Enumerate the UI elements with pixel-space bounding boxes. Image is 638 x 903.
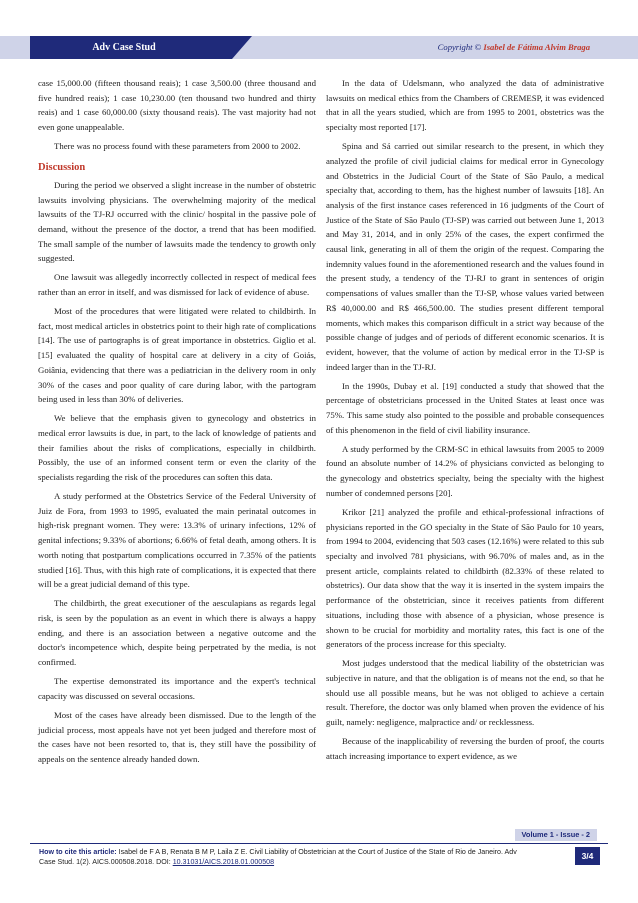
page-number: 3/4 — [575, 847, 600, 865]
paragraph: The childbirth, the great executioner of the aesculapians as regards legal risk, is seen by the population as an event in which there is always a happy ending, and there is an association between a negative outcome and the doctor's incompetence which, despite being perpetrated by the media, is not confirmed. — [38, 598, 316, 668]
footer-divider — [30, 843, 608, 844]
paragraph: The expertise demonstrated its importance and the expert's technical capacity was discussed on several occasions. — [38, 676, 316, 701]
left-column — [38, 76, 316, 771]
paragraph: Because of the inapplicability of reversing the burden of proof, the courts attach increasing importance to expert evidence, as we — [326, 736, 604, 761]
citation — [39, 847, 521, 867]
paragraph: There was no process found with these parameters from 2000 to 2002. — [54, 141, 301, 152]
paragraph: In the data of Udelsmann, who analyzed the data of administrative lawsuits on medical ethics from the Chambers of CREMESP, it was evidenced that in all the years studied, which are from 1995 to 2001, obstetrics was the specialty most reported [17]. — [326, 78, 604, 133]
paragraph: Most of the procedures that were litigated were related to childbirth. In fact, most medical articles in obstetrics point to their high rate of complications [14]. The use of partographs is of great importance in obstetrics. Giglio et al. [15] evaluated the quality of hospital care at delivery in a city of Goiás, Goiânia, evidencing that there was a pediatrician in the delivery room in only 30% of the cases and poor quality of care during labor, with the partogram being used in less than 30% of deliveries. — [38, 306, 316, 405]
copyright-author: Isabel de Fátima Alvim Braga — [483, 42, 590, 52]
citation-text: Isabel de F A B, Renata B M P, Laila Z E. Civil Liability of Obstetrician at the Court of Justice of the State of Rio de Janeiro. Adv Case Stud. 1(2). AICS.000508.2018. DOI: — [39, 848, 517, 867]
section-heading: Discussion — [38, 161, 86, 173]
paragraph: case 15,000.00 (fifteen thousand reais); 1 case 3,500.00 (three thousand and five hundred reais); 1 case 10,230.00 (ten thousand two hundred and thirty reais) and 1 case 60,000.00 (sixty thousand reais). The vast majority had not even gone unappealable. — [38, 78, 316, 133]
copyright-line — [438, 36, 590, 59]
doi-link[interactable]: 10.31031/AICS.2018.01.000508 — [172, 858, 275, 867]
paragraph: One lawsuit was allegedly incorrectly collected in respect of medical fees rather than an error in itself, and was dismissed for lack of evidence of abuse. — [38, 272, 316, 298]
paragraph: Spina and Sá carried out similar research to the present, in which they analyzed the profile of civil judicial claims for medical error in Gynecology and Obstetrics in the Judicial Court of the State of São Paulo, a medical specialty that, according to them, has the highest number of lawsuits [18]. An analysis of the first instance cases referenced in 16 judgments of the Court of Justice of the State of São Paulo (TJ-SP) was carried out between June 1, 2013 and May 31, 2014, and in only 25% of the cases, the expert confirmed the causal link, generating in all of them the origin of the request. Comparing the indemnity values found in the aforementioned research and the values found in the present study, a tendency of the TJ-RJ to grant in sentences of origin compensations of values smaller than the TJ-SP, whose values varied between R$ 40,000.00 and R$ 466,500.00. The studies present different temporal moments, which makes this comparison difficult in a strict way because of the possible change of judges and of periods of different economic scenarios. It is evident, however, that the volume of action by medical error in the TJ-SP is indeed larger than in the TJ-RJ. — [326, 141, 604, 372]
right-column — [326, 76, 604, 768]
copyright-prefix: Copyright © — [437, 42, 484, 52]
paragraph: During the period we observed a slight increase in the number of obstetric lawsuits involving physicians. The overwhelming majority of the medical lawsuits of the TJ-RJ occurred with the clinic/ hospital in the passive pole of demand, without the presence of the doctor, a trend that has been modified. The small sample of the number of lawsuits made the tendency to growth only suggested. — [38, 179, 316, 264]
paragraph: Krikor [21] analyzed the profile and ethical-professional infractions of physicians reported in the GO specialty in the State of São Paulo for 10 years, from 1994 to 2004, evidencing that 503 cases (12.16%) were related to this sub specialty and involved 781 physicians, with 96.70% of males and, as in the present article, complaints related to childbirth (82.33% of these related to obstetrics). Our data show that the way it is inserted in the system impairs the performance of the obstetrician, since it receives patients from different situations, including those with absence of a physician, whose presence is shown to be crucial for morbidity and mortality rates, this fact is one of the generators of the process increase for this specialty. — [326, 506, 604, 650]
paragraph: We believe that the emphasis given to gynecology and obstetrics in medical error lawsuits is due, in part, to the lack of knowledge of patients and their families about the risks of complications, especially in childbirth. Possibly, the use of an informed consent term or even the clarity of the specialists regarding the risk of the procedures can soften this data. — [38, 413, 316, 483]
paragraph: Most of the cases have already been dismissed. Due to the length of the judicial process, most appeals have not yet been judged and therefore most of the cases have not been resorted to, that is, they still have the possibility of appeals on the sentence already handed down. — [38, 709, 316, 764]
paragraph: In the 1990s, Dubay et al. [19] conducted a study that showed that the percentage of obstetricians processed in the United States at least once was 75%. This same study also pointed to the possible and probable consequences of this phenomenon in the field of civil liability insurance. — [326, 380, 604, 435]
citation-lead: How to cite this article: — [39, 848, 117, 856]
paragraph: A study performed at the Obstetrics Service of the Federal University of Juiz de Fora, from 1993 to 1995, evaluated the main perinatal outcomes in high-risk pregnant women. They were: 13.3% of urinary infections, 12% of genital infections; 9.33% of abortions; 6.66% of fetal death, among others. It is worth noting that postpartum complications occurred in 7.35% of the patients studied [16]. Thus, with this high rate of complications, it is expected that there will be a great judicial demand of this type. — [38, 491, 316, 590]
paragraph: A study performed by the CRM-SC in ethical lawsuits from 2005 to 2009 found an absolute number of 14.2% of physicians convicted as belonging to the gynecology and obstetrics specialty, being the specialty with the highest number of condemned persons [20]. — [326, 443, 604, 498]
paragraph: Most judges understood that the medical liability of the obstetrician was subjective in nature, and that the obligation is of means not the end, so that he should use all possible means, but he was not obliged to achieve a certain result. Therefore, the doctor was only blamed when proven the evidence of his guilt, namely: negligence, malpractice and/ or recklessness. — [326, 658, 604, 728]
journal-name: Adv Case Stud — [92, 42, 156, 53]
volume-badge: Volume 1 - Issue - 2 — [515, 829, 597, 841]
